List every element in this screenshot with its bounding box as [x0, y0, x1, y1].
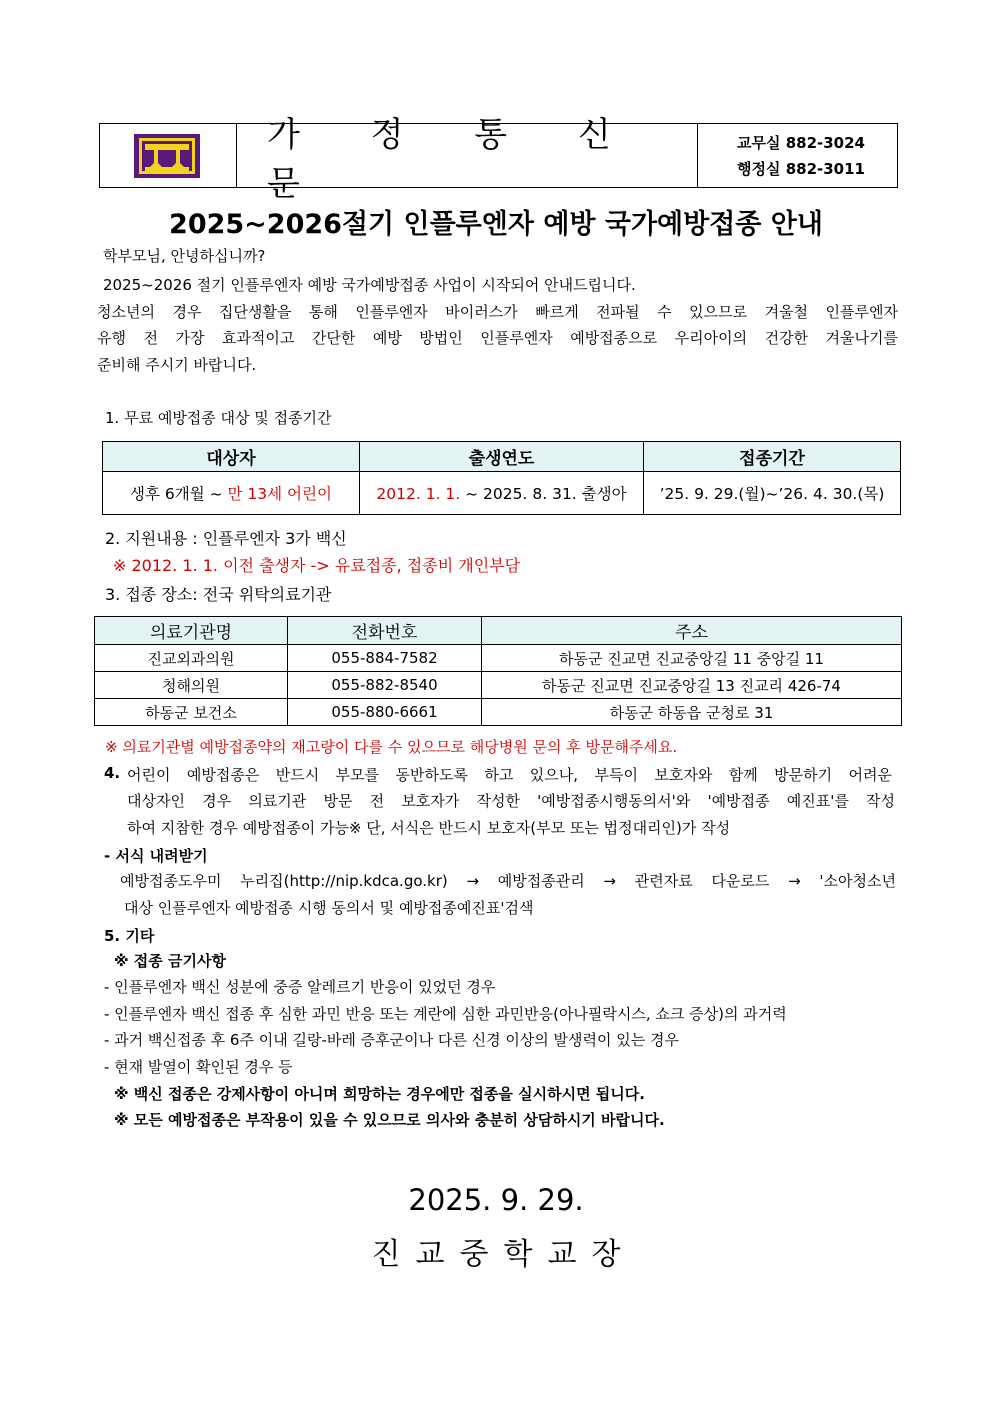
section5-note1: ※ 백신 접종은 강제사항이 아니며 희망하는 경우에만 접종을 실시하시면 됩니다.: [114, 1085, 645, 1103]
header-box: [99, 114, 898, 204]
download-heading: - 서식 내려받기: [104, 847, 208, 865]
table-header: 대상자: [103, 442, 360, 472]
clinic-name: 진교외과의원: [95, 645, 288, 672]
section3-heading: 3. 접종 장소: 전국 위탁의료기관: [105, 585, 332, 604]
clinic-table: [94, 616, 902, 726]
download-line2: 대상 인플루엔자 예방접종 시행 동의서 및 예방접종예진표'검색: [124, 899, 534, 917]
intro-line1: 2025~2026 절기 인플루엔자 예방 국가예방접종 사업이 시작되어 안내드립니다.: [103, 276, 636, 294]
download-line1: 예방접종도우미 누리집(http://nip.kdca.go.kr) → 예방접종관리 → 관련자료 다운로드 → '소아청소년: [120, 872, 896, 890]
greeting: 학부모님, 안녕하십니까?: [103, 247, 266, 265]
clinic-phone: 055-880-6661: [288, 699, 482, 726]
clinic-name: 청해의원: [95, 672, 288, 699]
contraindication-item: - 인플루엔자 백신 접종 후 심한 과민 반응 또는 계란에 심한 과민반응(아나필락시스, 쇼크 증상)의 과거력: [104, 1005, 787, 1023]
table-header: 전화번호: [288, 617, 482, 645]
table-row: [95, 645, 902, 672]
section4-line2: 대상자인 경우 의료기관 방문 전 보호자가 작성한 '예방접종시행동의서'와 '예방접종 예진표'를 작성: [127, 792, 895, 810]
issue-date: 2025. 9. 29.: [408, 1183, 584, 1217]
clinic-address: 하동군 진교면 진교중앙길 11 중앙길 11: [482, 645, 902, 672]
table-row: [95, 672, 902, 699]
intro-line2a: 청소년의 경우 집단생활을 통해 인플루엔자 바이러스가 빠르게 전파될 수 있으므로 겨울철 인플루엔자: [97, 303, 898, 321]
birth-start: 2012. 1. 1.: [376, 485, 461, 503]
section4-line1: 어린이 예방접종은 반드시 부모를 동반하도록 하고 있으나, 부득이 보호자와 함께 방문하기 어려운: [127, 766, 892, 784]
birth-end: ~ 2025. 8. 31. 출생아: [460, 485, 627, 503]
contraindication-item: - 과거 백신접종 후 6주 이내 길랑-바레 증후군이나 다른 신경 이상의 발생력이 있는 경우: [104, 1031, 680, 1049]
logo-cell: [100, 124, 237, 187]
section4-number: 4.: [104, 764, 121, 782]
section1-heading: 1. 무료 예방접종 대상 및 접종기간: [105, 409, 332, 427]
target-text: 생후 6개월 ~: [130, 485, 228, 503]
section4-line3: 하여 지참한 경우 예방접종이 가능※ 단, 서식은 반드시 보호자(부모 또는 법정대리인)가 작성: [127, 819, 731, 837]
target-cell: [103, 472, 360, 515]
section3-note: ※ 의료기관별 예방접종약의 재고량이 다를 수 있으므로 해당병원 문의 후 방문해주세요.: [105, 738, 678, 756]
clinic-phone: 055-882-8540: [288, 672, 482, 699]
birth-cell: [360, 472, 644, 515]
target-age: 만 13세 어린이: [227, 485, 332, 503]
intro-line2c: 준비해 주시기 바랍니다.: [97, 356, 257, 374]
table-header: 접종기간: [644, 442, 901, 472]
section5-note2: ※ 모든 예방접종은 부작용이 있을 수 있으므로 의사와 충분히 상담하시기 바랍니다.: [114, 1111, 665, 1129]
contraindication-item: - 현재 발열이 확인된 경우 등: [104, 1058, 293, 1076]
section2-note: ※ 2012. 1. 1. 이전 출생자 -> 유료접종, 접종비 개인부담: [113, 556, 521, 575]
table-header: 출생연도: [360, 442, 644, 472]
clinic-address: 하동군 진교면 진교중앙길 13 진교리 426-74: [482, 672, 902, 699]
contraindication-heading: ※ 접종 금기사항: [114, 952, 226, 970]
phone-teachers-office: 교무실 882-3024: [737, 134, 865, 152]
intro-line2b: 유행 전 가장 효과적이고 간단한 예방 방법인 인플루엔자 예방접종으로 우리아이의 건강한 겨울나기를: [97, 329, 898, 347]
school-logo: [134, 134, 200, 178]
page-title: 2025~2026절기 인플루엔자 예방 국가예방접종 안내: [169, 209, 823, 240]
contraindication-item: - 인플루엔자 백신 성분에 중증 알레르기 반응이 있었던 경우: [104, 978, 496, 996]
table-row: [95, 699, 902, 726]
eligibility-table: [102, 441, 901, 515]
clinic-phone: 055-884-7582: [288, 645, 482, 672]
clinic-address: 하동군 하동읍 군청로 31: [482, 699, 902, 726]
contact-cell: [699, 124, 897, 187]
table-header: 주소: [482, 617, 902, 645]
period-cell: ’25. 9. 29.(월)~’26. 4. 30.(목): [644, 472, 901, 515]
phone-admin-office: 행정실 882-3011: [737, 160, 865, 178]
clinic-name: 하동군 보건소: [95, 699, 288, 726]
section2-heading: 2. 지원내용 : 인플루엔자 3가 백신: [105, 529, 347, 548]
table-header: 의료기관명: [95, 617, 288, 645]
section5-heading: 5. 기타: [104, 927, 155, 945]
principal-signature: 진교중학교장: [371, 1237, 636, 1272]
newsletter-title: 가 정 통 신 문: [237, 124, 698, 187]
